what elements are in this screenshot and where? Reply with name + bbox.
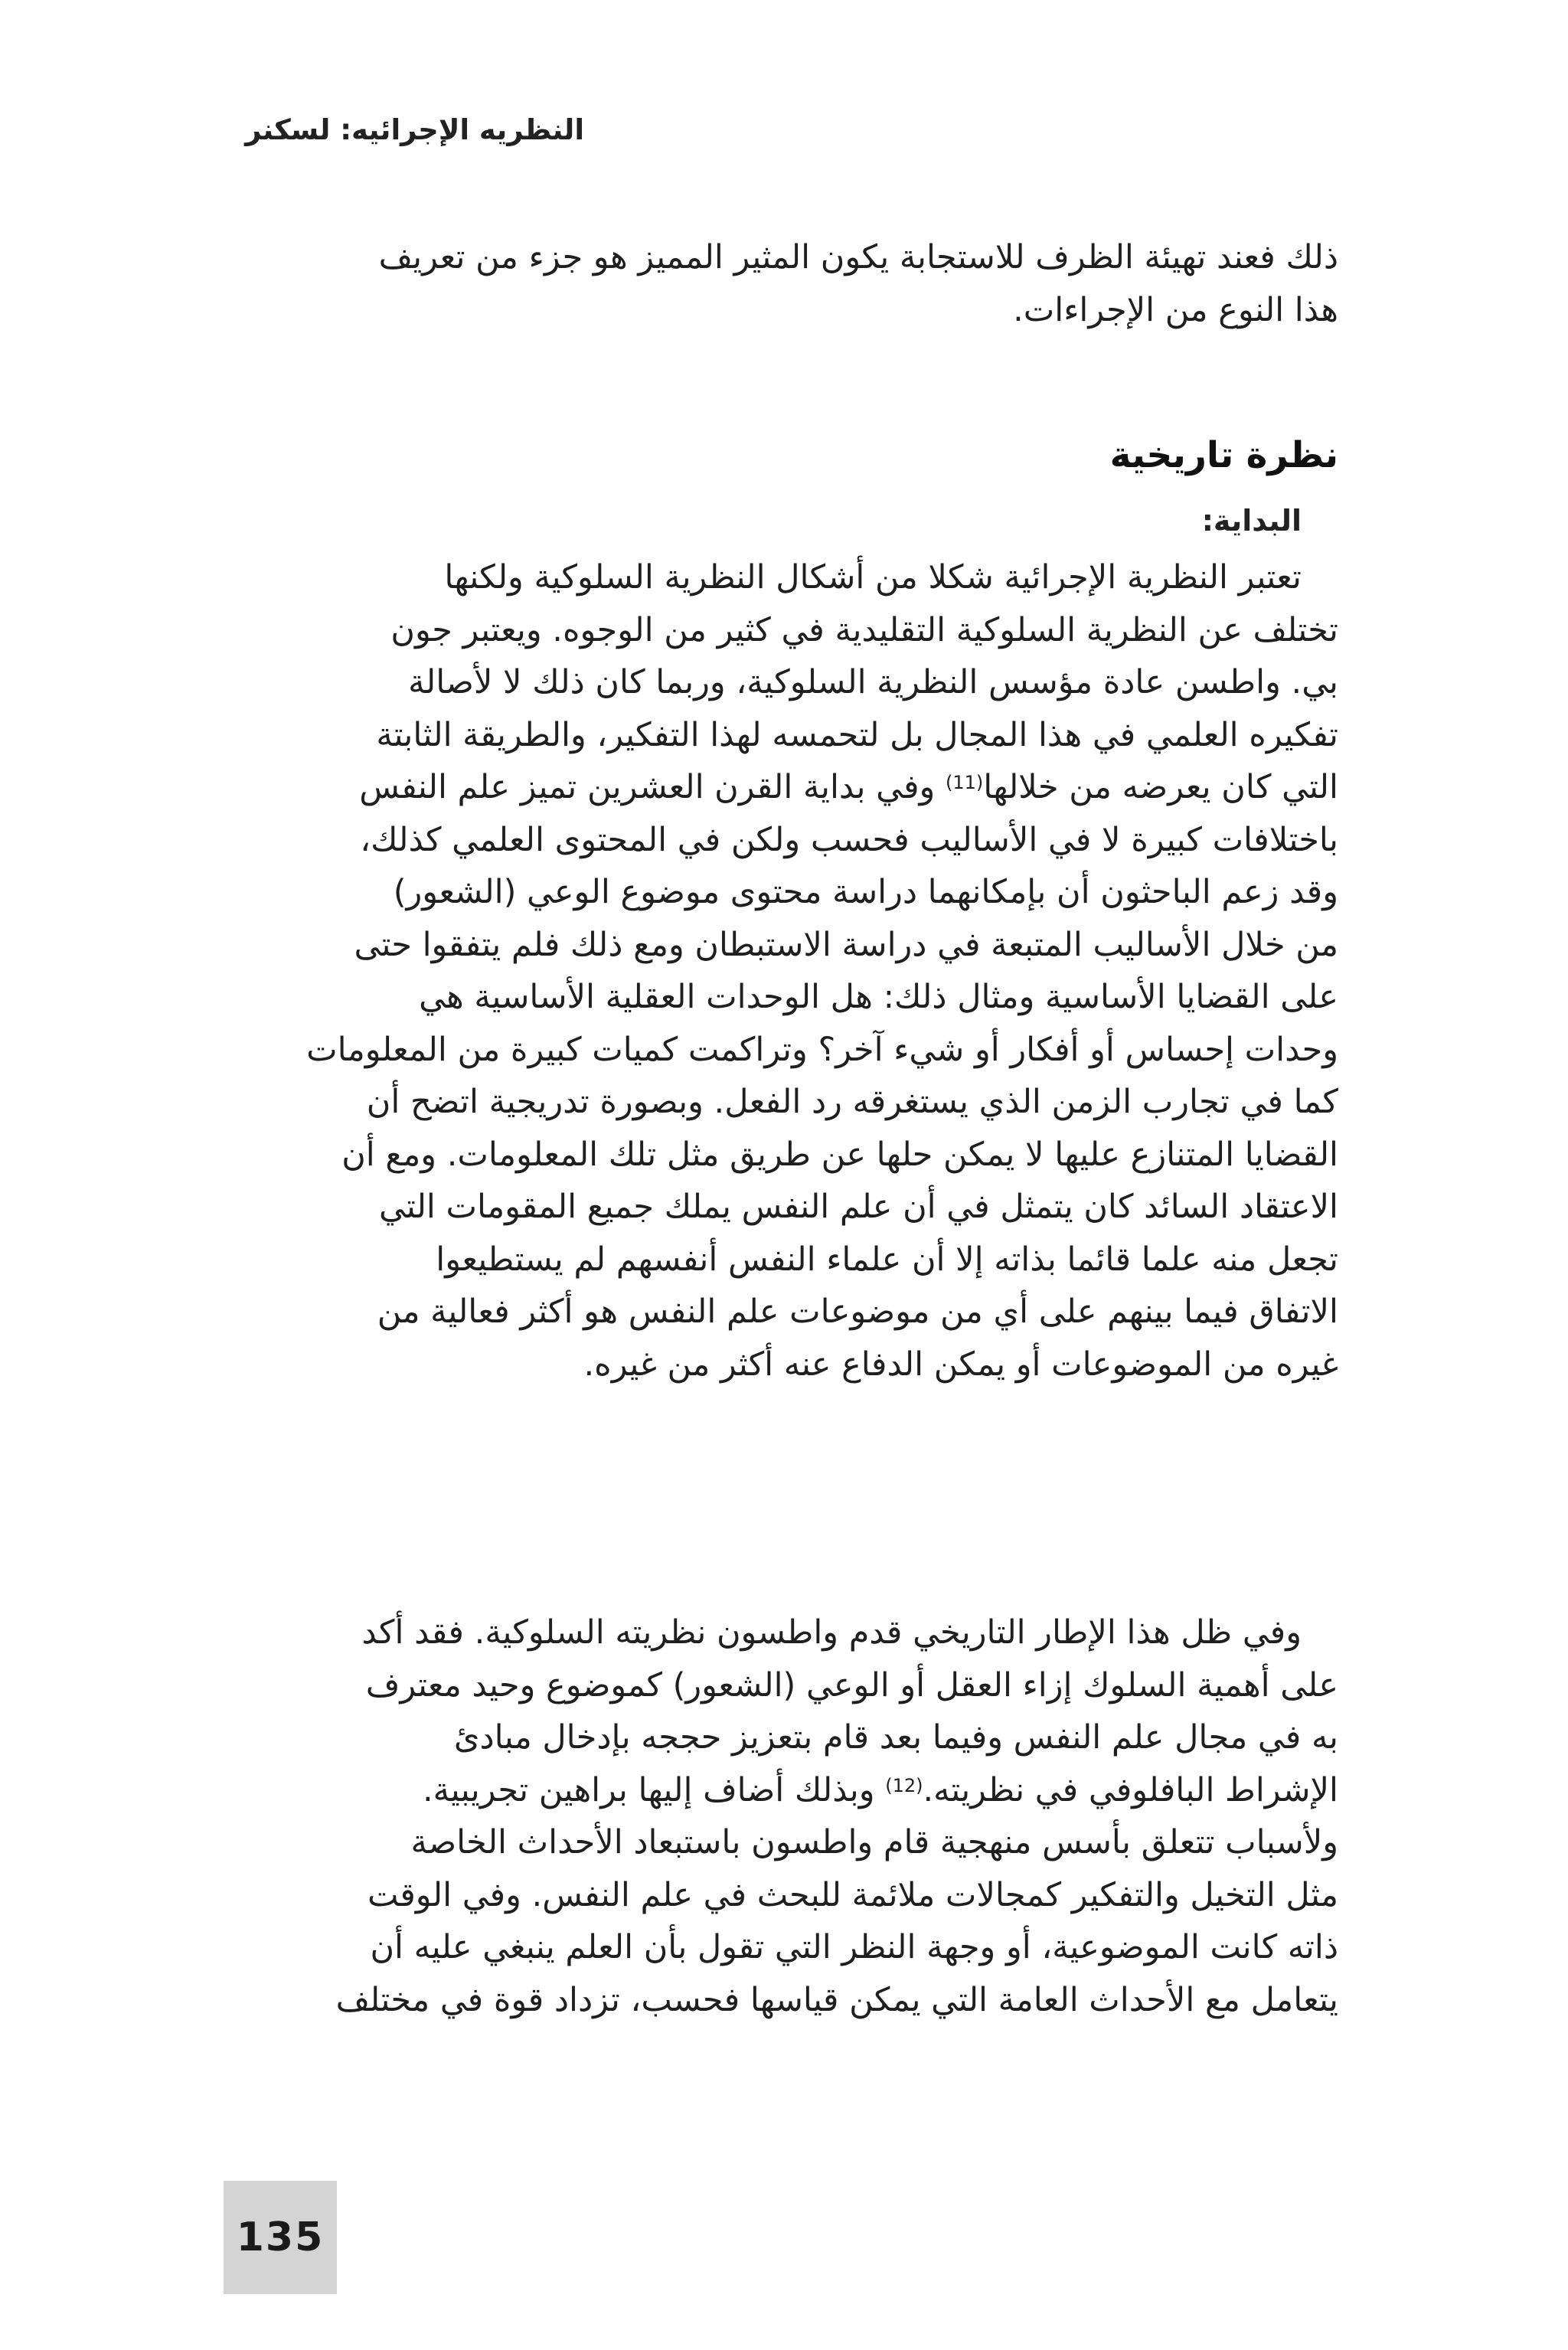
text-segment: وبذلك أضاف إليها براهين تجريبية.	[423, 1770, 886, 1809]
running-header: النظريه الإجرائيه: لسكنر	[245, 113, 584, 146]
text-line: تختلف عن النظرية السلوكية التقليدية في كثير من الوجوه. ويعتبر جون	[390, 610, 1338, 649]
subheading: البداية:	[1201, 504, 1302, 538]
text-line: الاتفاق فيما بينهم على أي من موضوعات علم النفس هو أكثر فعالية من	[377, 1293, 1338, 1331]
text-line: من خلال الأساليب المتبعة في دراسة الاستبطان ومع ذلك فلم يتفقوا حتى	[354, 925, 1338, 964]
text-segment: وفي بداية القرن العشرين تميز علم النفس	[359, 768, 946, 806]
text-line: يتعامل مع الأحداث العامة التي يمكن قياسها فحسب، تزداد قوة في مختلف	[335, 1980, 1338, 2019]
footnote-marker: (12)	[885, 1774, 923, 1796]
text-line: كما في تجارب الزمن الذي يستغرقه رد الفعل. وبصورة تدريجية اتضح أن	[366, 1083, 1338, 1121]
text-line: وقد زعم الباحثون أن بإمكانهما دراسة محتوى موضوع الوعي (الشعور)	[393, 873, 1338, 911]
text-line: ذاته كانت الموضوعية، أو وجهة النظر التي تقول بأن العلم ينبغي عليه أن	[370, 1928, 1338, 1966]
paragraph-history	[220, 551, 1338, 1391]
text-line: على أهمية السلوك إزاء العقل أو الوعي (الشعور) كموضوع وحيد معترف	[365, 1665, 1338, 1704]
section-heading: نظرة تاريخية	[1109, 434, 1338, 476]
text-line: ولأسباب تتعلق بأسس منهجية قام واطسون باستبعاد الأحداث الخاصة	[410, 1823, 1338, 1861]
text-line: مثل التخيل والتفكير كمجالات ملائمة للبحث في علم النفس. وفي الوقت	[368, 1875, 1338, 1914]
text-line: غيره من الموضوعات أو يمكن الدفاع عنه أكثر من غيره.	[583, 1345, 1338, 1384]
text-line	[220, 761, 1338, 814]
text-line: تعتبر النظرية الإجرائية شكلا من أشكال النظرية السلوكية ولكنها	[444, 558, 1302, 596]
text-segment: التي كان يعرضه من خلالها	[983, 768, 1338, 806]
paragraph-watson	[220, 1606, 1338, 2026]
text-line: بي. واطسن عادة مؤسس النظرية السلوكية، وربما كان ذلك لا لأصالة	[408, 663, 1338, 701]
text-line: باختلافات كبيرة لا في الأساليب فحسب ولكن في المحتوى العلمي كذلك،	[360, 820, 1338, 859]
text-line: وفي ظل هذا الإطار التاريخي قدم واطسون نظريته السلوكية. فقد أكد	[361, 1613, 1302, 1652]
text-line: به في مجال علم النفس وفيما بعد قام بتعزيز حججه بإدخال مبادئ	[453, 1718, 1338, 1757]
text-line: على القضايا الأساسية ومثال ذلك: هل الوحدات العقلية الأساسية هي	[419, 978, 1338, 1016]
text-line: القضايا المتنازع عليها لا يمكن حلها عن طريق مثل تلك المعلومات. ومع أن	[341, 1135, 1338, 1174]
text-segment: الإشراط البافلوفي في نظريته.	[923, 1770, 1338, 1809]
text-line: تفكيره العلمي في هذا المجال بل لتحمسه لهذا التفكير، والطريقة الثابتة	[376, 715, 1338, 754]
text-line: الاعتقاد السائد كان يتمثل في أن علم النفس يملك جميع المقومات التي	[379, 1188, 1338, 1226]
intro-paragraph	[220, 231, 1338, 336]
text-line: وحدات إحساس أو أفكار أو شيء آخر؟ وتراكمت كميات كبيرة من المعلومات	[306, 1030, 1338, 1069]
text-line: ذلك فعند تهيئة الظرف للاستجابة يكون المثير المميز هو جزء من تعريف	[378, 238, 1338, 276]
page-number: 135	[224, 2181, 337, 2294]
text-line: تجعل منه علما قائما بذاته إلا أن علماء النفس أنفسهم لم يستطيعوا	[436, 1240, 1338, 1279]
text-line	[220, 1764, 1338, 1817]
footnote-marker: (11)	[945, 772, 984, 793]
text-line: هذا النوع من الإجراءات.	[1013, 290, 1338, 329]
